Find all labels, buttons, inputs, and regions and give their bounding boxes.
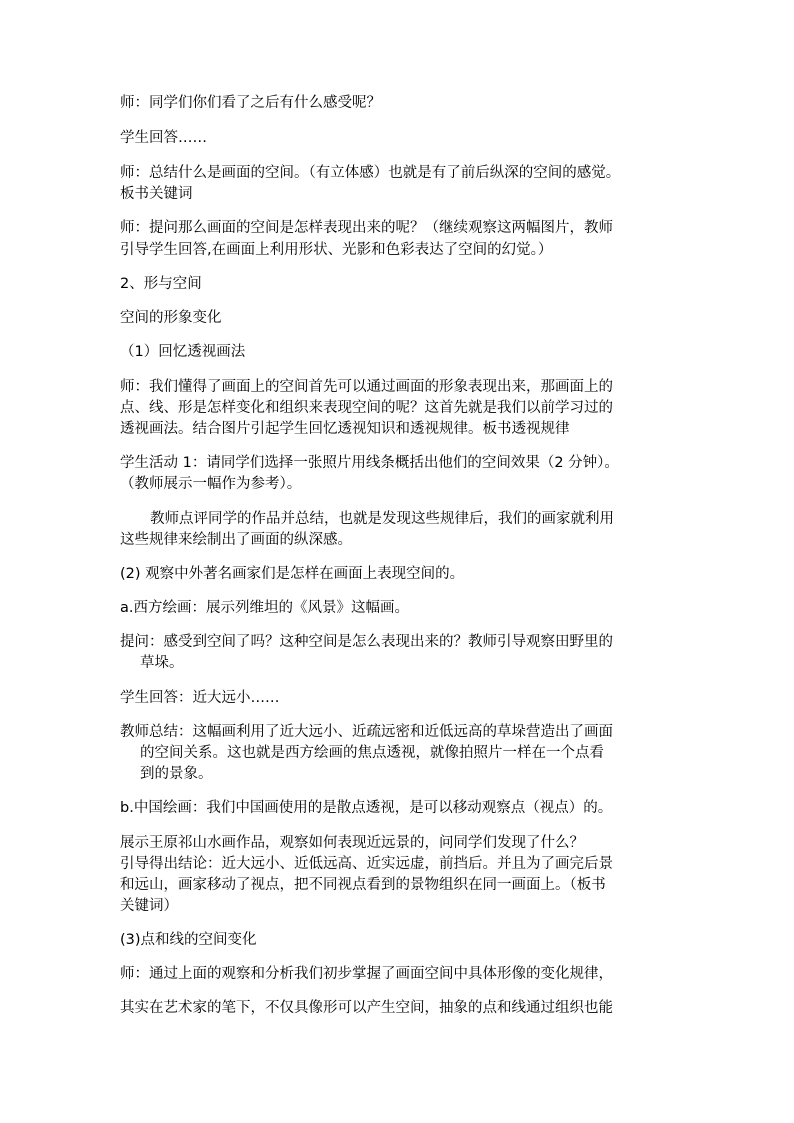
text-line: 展示王原祁山水画作品，观察如何表现近远景的，问同学们发现了什么？: [120, 835, 584, 851]
text-line: 学生回答……: [120, 130, 207, 146]
text-line: a.西方绘画：展示列维坦的《风景》这幅画。: [120, 600, 409, 616]
subsection-heading: （1）回忆透视画法: [120, 344, 246, 360]
subsection-heading: (3)点和线的空间变化: [120, 932, 257, 948]
text-line: 板书关键词: [120, 186, 193, 202]
text-line: 师：总结什么是画面的空间。（有立体感）也就是有了前后纵深的空间的感觉。: [120, 165, 621, 181]
section-heading: 2、形与空间: [120, 276, 202, 292]
text-line: 师：我们懂得了画面上的空间首先可以通过画面的形象表现出来，那画面上的: [120, 379, 613, 395]
text-line: 学生回答：近大远小……: [120, 690, 280, 706]
text-line: 教师点评同学的作品并总结，也就是发现这些规律后，我们的画家就利用: [150, 511, 614, 527]
text-line: 教师总结：这幅画利用了近大远小、近疏远密和近低远高的草垛营造出了画面: [120, 724, 613, 740]
text-line: 其实在艺术家的笔下，不仅具像形可以产生空间，抽象的点和线通过组织也能: [120, 1000, 613, 1016]
text-line: 透视画法。结合图片引起学生回忆透视知识和透视规律。板书透视规律: [120, 421, 570, 437]
text-line: （教师展示一幅作为参考）。: [120, 476, 302, 492]
text-line: 引导得出结论：近大远小、近低远高、近实远虚，前挡后。并且为了画完后景: [120, 856, 613, 872]
text-line: 师：同学们你们看了之后有什么感受呢？: [120, 95, 381, 111]
text-line: 引导学生回答,在画面上利用形状、光影和色彩表达了空间的幻觉。）: [120, 242, 553, 258]
text-line: 关键词）: [120, 898, 178, 914]
text-line: 师：提问那么画面的空间是怎样表现出来的呢？（继续观察这两幅图片，教师: [120, 220, 613, 236]
text-line: 和远山，画家移动了视点，把不同视点看到的景物组织在同一画面上。（板书: [120, 877, 606, 893]
text-line: 这些规律来绘制出了画面的纵深感。: [120, 532, 352, 548]
text-line: 学生活动 1：请同学们选择一张照片用线条概括出他们的空间效果（2 分钟）。: [120, 455, 619, 471]
text-line: 师：通过上面的观察和分析我们初步掌握了画面空间中具体形像的变化规律，: [120, 966, 613, 982]
text-line: 的空间关系。这也就是西方绘画的焦点透视，就像拍照片一样在一个点看: [140, 745, 604, 761]
subsection-heading: 空间的形象变化: [120, 310, 222, 326]
text-line: b.中国绘画：我们中国画使用的是散点透视，是可以移动观察点（视点）的。: [120, 800, 613, 816]
text-line: 提问：感受到空间了吗？这种空间是怎么表现出来的？教师引导观察田野里的: [120, 634, 613, 650]
text-line: 草垛。: [140, 655, 184, 671]
subsection-heading: (2) 观察中外著名画家们是怎样在画面上表现空间的。: [120, 566, 465, 582]
text-line: 点、线、形是怎样变化和组织来表现空间的呢？这首先就是我们以前学习过的: [120, 400, 613, 416]
text-line: 到的景象。: [140, 766, 213, 782]
